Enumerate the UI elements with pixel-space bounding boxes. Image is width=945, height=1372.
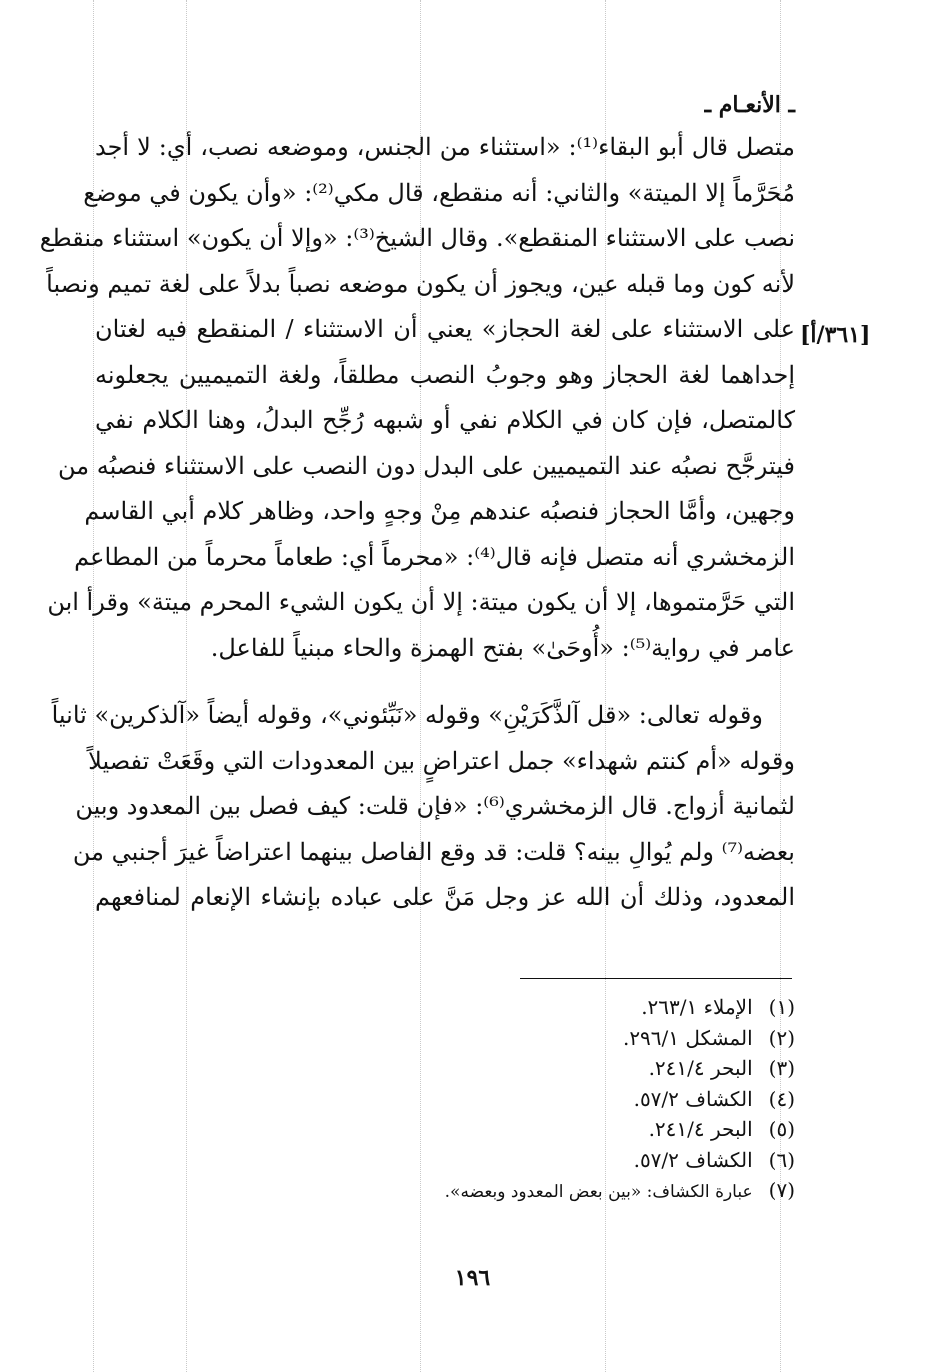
text-line: وقوله «أم كنتم شهداء» جمل اعتراضٍ بين المعدودات التي وقَعَتْ تفصيلاً [88, 746, 795, 775]
running-head: ـ الأنعـام ـ [704, 92, 795, 118]
footnote-number: (٥) [768, 1117, 795, 1141]
text-line: على الاستثناء على لغة الحجاز» يعني أن الاستثناء / المنقطع فيه لغتان [95, 315, 795, 343]
text-line: لأنه كون وما قبله عين، ويجوز أن يكون موضعه نصباً بدلاً على لغة تميم ونصباً [46, 269, 795, 298]
footnote-item [235, 1084, 795, 1115]
footnote-text: الكشاف ٥٧/٢. [633, 1086, 753, 1111]
text-line: نصب على الاستثناء المنقطع». وقال الشيخ⁽³⁾: «وإلا أن يكون» استثناء منقطع [39, 224, 795, 252]
text-line: التي حَرَّمتموها، إلا أن يكون ميتة: إلا أن يكون الشيء المحرم ميتة» وقرأ ابن [47, 588, 795, 616]
footnote-text: الإملاء ٢٦٣/١. [641, 995, 753, 1019]
text-line: الزمخشري أنه متصل فإنه قال⁽⁴⁾: «محرماً أي: طعاماً محرماً من المطاعم [74, 542, 795, 571]
footnote-text: البحر ٢٤١/٤. [648, 1117, 753, 1141]
page-number: ١٩٦ [454, 1265, 491, 1291]
footnote-number: (٣) [768, 1056, 795, 1080]
footnote-text: البحر ٢٤١/٤. [648, 1056, 753, 1080]
body-text [39, 125, 796, 921]
paragraph-2 [51, 693, 795, 921]
text-line: متصل قال أبو البقاء⁽¹⁾: «استثناء من الجنس، وموضعه نصب، أي: لا أجد [95, 133, 796, 161]
paragraph-1 [39, 125, 796, 671]
footnote-text: عبارة الكشاف: «بين بعض المعدود وبعضه». [444, 1182, 753, 1202]
footnote-text: المشكل ٢٩٦/١. [622, 1025, 753, 1050]
footnotes-list [235, 992, 795, 1208]
footnote-item [235, 1145, 795, 1176]
footnote-number: (١) [768, 995, 795, 1019]
footnote-number: (٢) [768, 1025, 795, 1050]
footnote-number: (٦) [768, 1147, 795, 1172]
page-content [39, 85, 796, 921]
text-line: فيترجَّح نصبُه عند التميميين على البدل دون النصب على الاستثناء فنصبُه من [57, 451, 795, 480]
text-line: لثمانية أزواج. قال الزمخشري⁽⁶⁾: «فإن قلت: كيف فصل بين المعدود وبين [75, 792, 795, 820]
footnote-divider [520, 978, 792, 979]
footnote-item [235, 1023, 795, 1054]
text-line: وقوله تعالى: «قل آلذَّكَرَيْنِ» وقوله «نَبِّئوني»، وقوله أيضاً «آلذكرين» ثانياً [51, 701, 763, 729]
text-line: بعضه⁽⁷⁾ ولم يُوالِ بينه؟ قلت: قد وقع الفاصل بينهما اعتراضاً غيرَ أجنبي من [72, 837, 795, 866]
footnote-number: (٧) [768, 1178, 795, 1202]
footnote-item [235, 1114, 795, 1145]
text-line: المعدود، وذلك أن الله عز وجل مَنَّ على عباده بإنشاء الإنعام لمنافعهم [95, 883, 795, 911]
text-line: مُحَرَّماً إلا الميتة» والثاني: أنه منقطع، قال مكي⁽²⁾: «وأن يكون في موضع [83, 178, 795, 207]
footnote-item [235, 1175, 795, 1208]
text-line: عامر في رواية⁽⁵⁾: «أُوحَىٰ» بفتح الهمزة والحاء مبنياً للفاعل. [210, 633, 795, 662]
text-line: إحداهما لغة الحجاز وهو وجوبُ النصب مطلقاً، ولغة التميميين يجعلونه [95, 360, 795, 389]
footnote-item [235, 992, 795, 1023]
footnote-number: (٤) [768, 1086, 795, 1111]
footnote-text: الكشاف ٥٧/٢. [633, 1147, 753, 1172]
text-line: وجهين، وأمَّا الحجاز فنصبُه عندهم مِنْ وجهٍ واحد، وظاهر كلام أبي القاسم [84, 497, 795, 525]
folio-margin-note: [٣٦١/أ] [800, 322, 871, 348]
footnote-item [235, 1053, 795, 1084]
text-line: كالمتصل، فإن كان في الكلام نفي أو شبهه رُجِّح البدلُ، وهنا الكلام نفي [95, 406, 795, 434]
